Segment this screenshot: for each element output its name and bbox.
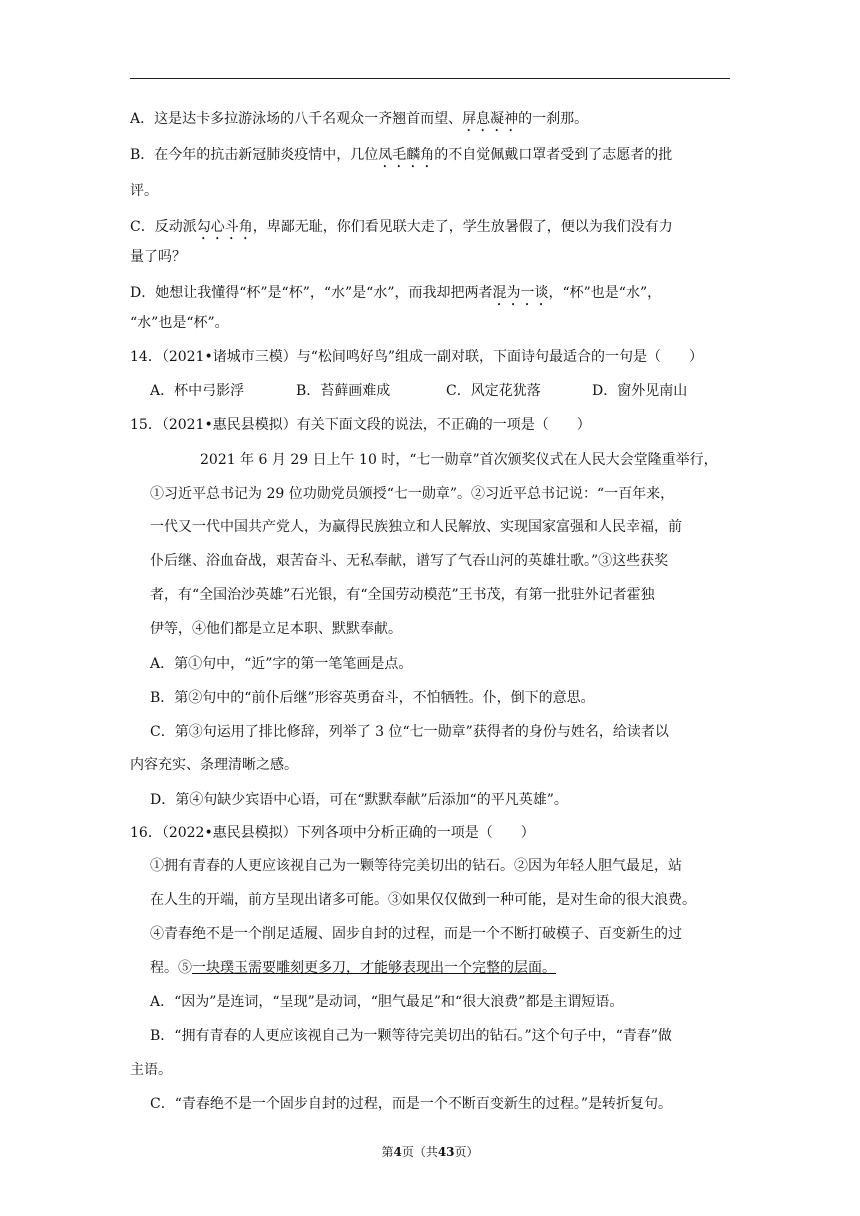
q15-passage-line: 一代又一代中国共产党人，为赢得民族独立和人民解放、实现国家富强和人民幸福，前	[150, 519, 682, 535]
q14-option-a: A．杯中弓影浮	[150, 383, 245, 399]
q16-passage-line: 在人生的开端，前方呈现出诸多可能。③如果仅仅做到一种可能，是对生命的很大浪费。	[150, 892, 696, 908]
q13-option-d-cont: “水”也是“杯”。	[130, 315, 229, 331]
q15-option-a: A．第①句中，“近”字的第一笔笔画是点。	[150, 656, 413, 672]
q13-option-b: B．在今年的抗击新冠肺炎疫情中，几位凤毛麟角的不自觉佩戴口罩者受到了志愿者的批	[130, 147, 673, 163]
q15-passage-line: 者，有“全国治沙英雄”石光银，有“全国劳动模范”王书茂，有第一批驻外记者霍独	[150, 587, 655, 603]
q16-option-a: A．“因为”是连词，“呈现”是动词，“胆气最足”和“很大浪费”都是主谓短语。	[150, 994, 624, 1010]
q16-passage-line: ④青春绝不是一个削足适履、固步自封的过程，而是一个不断打破模子、百变新生的过	[150, 926, 682, 942]
q14-option-b: B．苔藓画难成	[296, 383, 391, 399]
q16-option-c: C．“青春绝不是一个固步自封的过程，而是一个不断百变新生的过程。”是转折复句。	[150, 1096, 673, 1112]
q16-passage-line: 程。⑤一块璞玉需要雕刻更多刀，才能够表现出一个完整的层面。	[150, 960, 556, 976]
q16-option-b: B．“拥有青春的人更应该视自己为一颗等待完美切出的钻石。”这个句子中，“青春”做	[150, 1028, 672, 1044]
q16-stem: 16．（2022•惠民县模拟）下列各项中分析正确的一项是（ ）	[130, 825, 535, 841]
q15-option-d: D．第④句缺少宾语中心语，可在“默默奉献”后添加“的平凡英雄”。	[150, 792, 568, 808]
q13-option-c-cont: 量了吗？	[130, 249, 186, 265]
page-number: 4	[393, 1145, 402, 1159]
q13-option-a: A．这是达卡多拉游泳场的八千名观众一齐翘首而望、屏息凝神的一刹那。	[130, 111, 589, 127]
q13-option-b-cont: 评。	[130, 183, 158, 199]
q16-option-b-cont: 主语。	[130, 1062, 172, 1078]
q14-option-c: C．风定花犹落	[446, 383, 541, 399]
header-rule	[130, 78, 730, 79]
q14-stem: 14．（2021•诸城市三模）与“松间鸣好鸟”组成一副对联，下面诗句最适合的一句是（ ）	[130, 349, 704, 365]
q15-passage-line: 仆后继、浴血奋战，艰苦奋斗、无私奉献，谱写了气吞山河的英雄壮歌。”③这些获奖	[150, 553, 669, 569]
q13-option-d: D．她想让我懂得“杯”是“杯”，“水”是“水”，而我却把两者混为一谈，“杯”也是“水”，	[130, 285, 662, 301]
q15-option-c-cont: 内容充实、条理清晰之感。	[130, 757, 298, 773]
q15-stem: 15．（2021•惠民县模拟）有关下面文段的说法，不正确的一项是（ ）	[130, 417, 591, 433]
q13-option-c: C．反动派勾心斗角，卑鄙无耻，你们看见联大走了，学生放暑假了，便以为我们没有力	[130, 219, 673, 235]
q14-option-d: D．窗外见南山	[592, 383, 688, 399]
q15-passage-line: 2021 年 6 月 29 日上午 10 时，“七一勋章”首次颁奖仪式在人民大会堂隆重举行，	[200, 452, 718, 468]
q15-option-b: B．第②句中的“前仆后继”形容英勇奋斗，不怕牺牲。仆，倒下的意思。	[150, 690, 595, 706]
page-footer: 第4页（共43页）	[381, 1145, 479, 1159]
page-total: 43	[437, 1145, 455, 1159]
q15-passage-line: 伊等，④他们都是立足本职、默默奉献。	[150, 621, 402, 637]
q16-passage-line: ①拥有青春的人更应该视自己为一颗等待完美切出的钻石。②因为年轻人胆气最足，站	[150, 858, 682, 874]
q15-option-c: C．第③句运用了排比修辞，列举了 3 位“七一勋章”获得者的身份与姓名，给读者以	[150, 724, 669, 740]
q15-passage-line: ①习近平总书记为 29 位功勋党员颁授“七一勋章”。②习近平总书记说：“一百年来，	[150, 486, 675, 502]
